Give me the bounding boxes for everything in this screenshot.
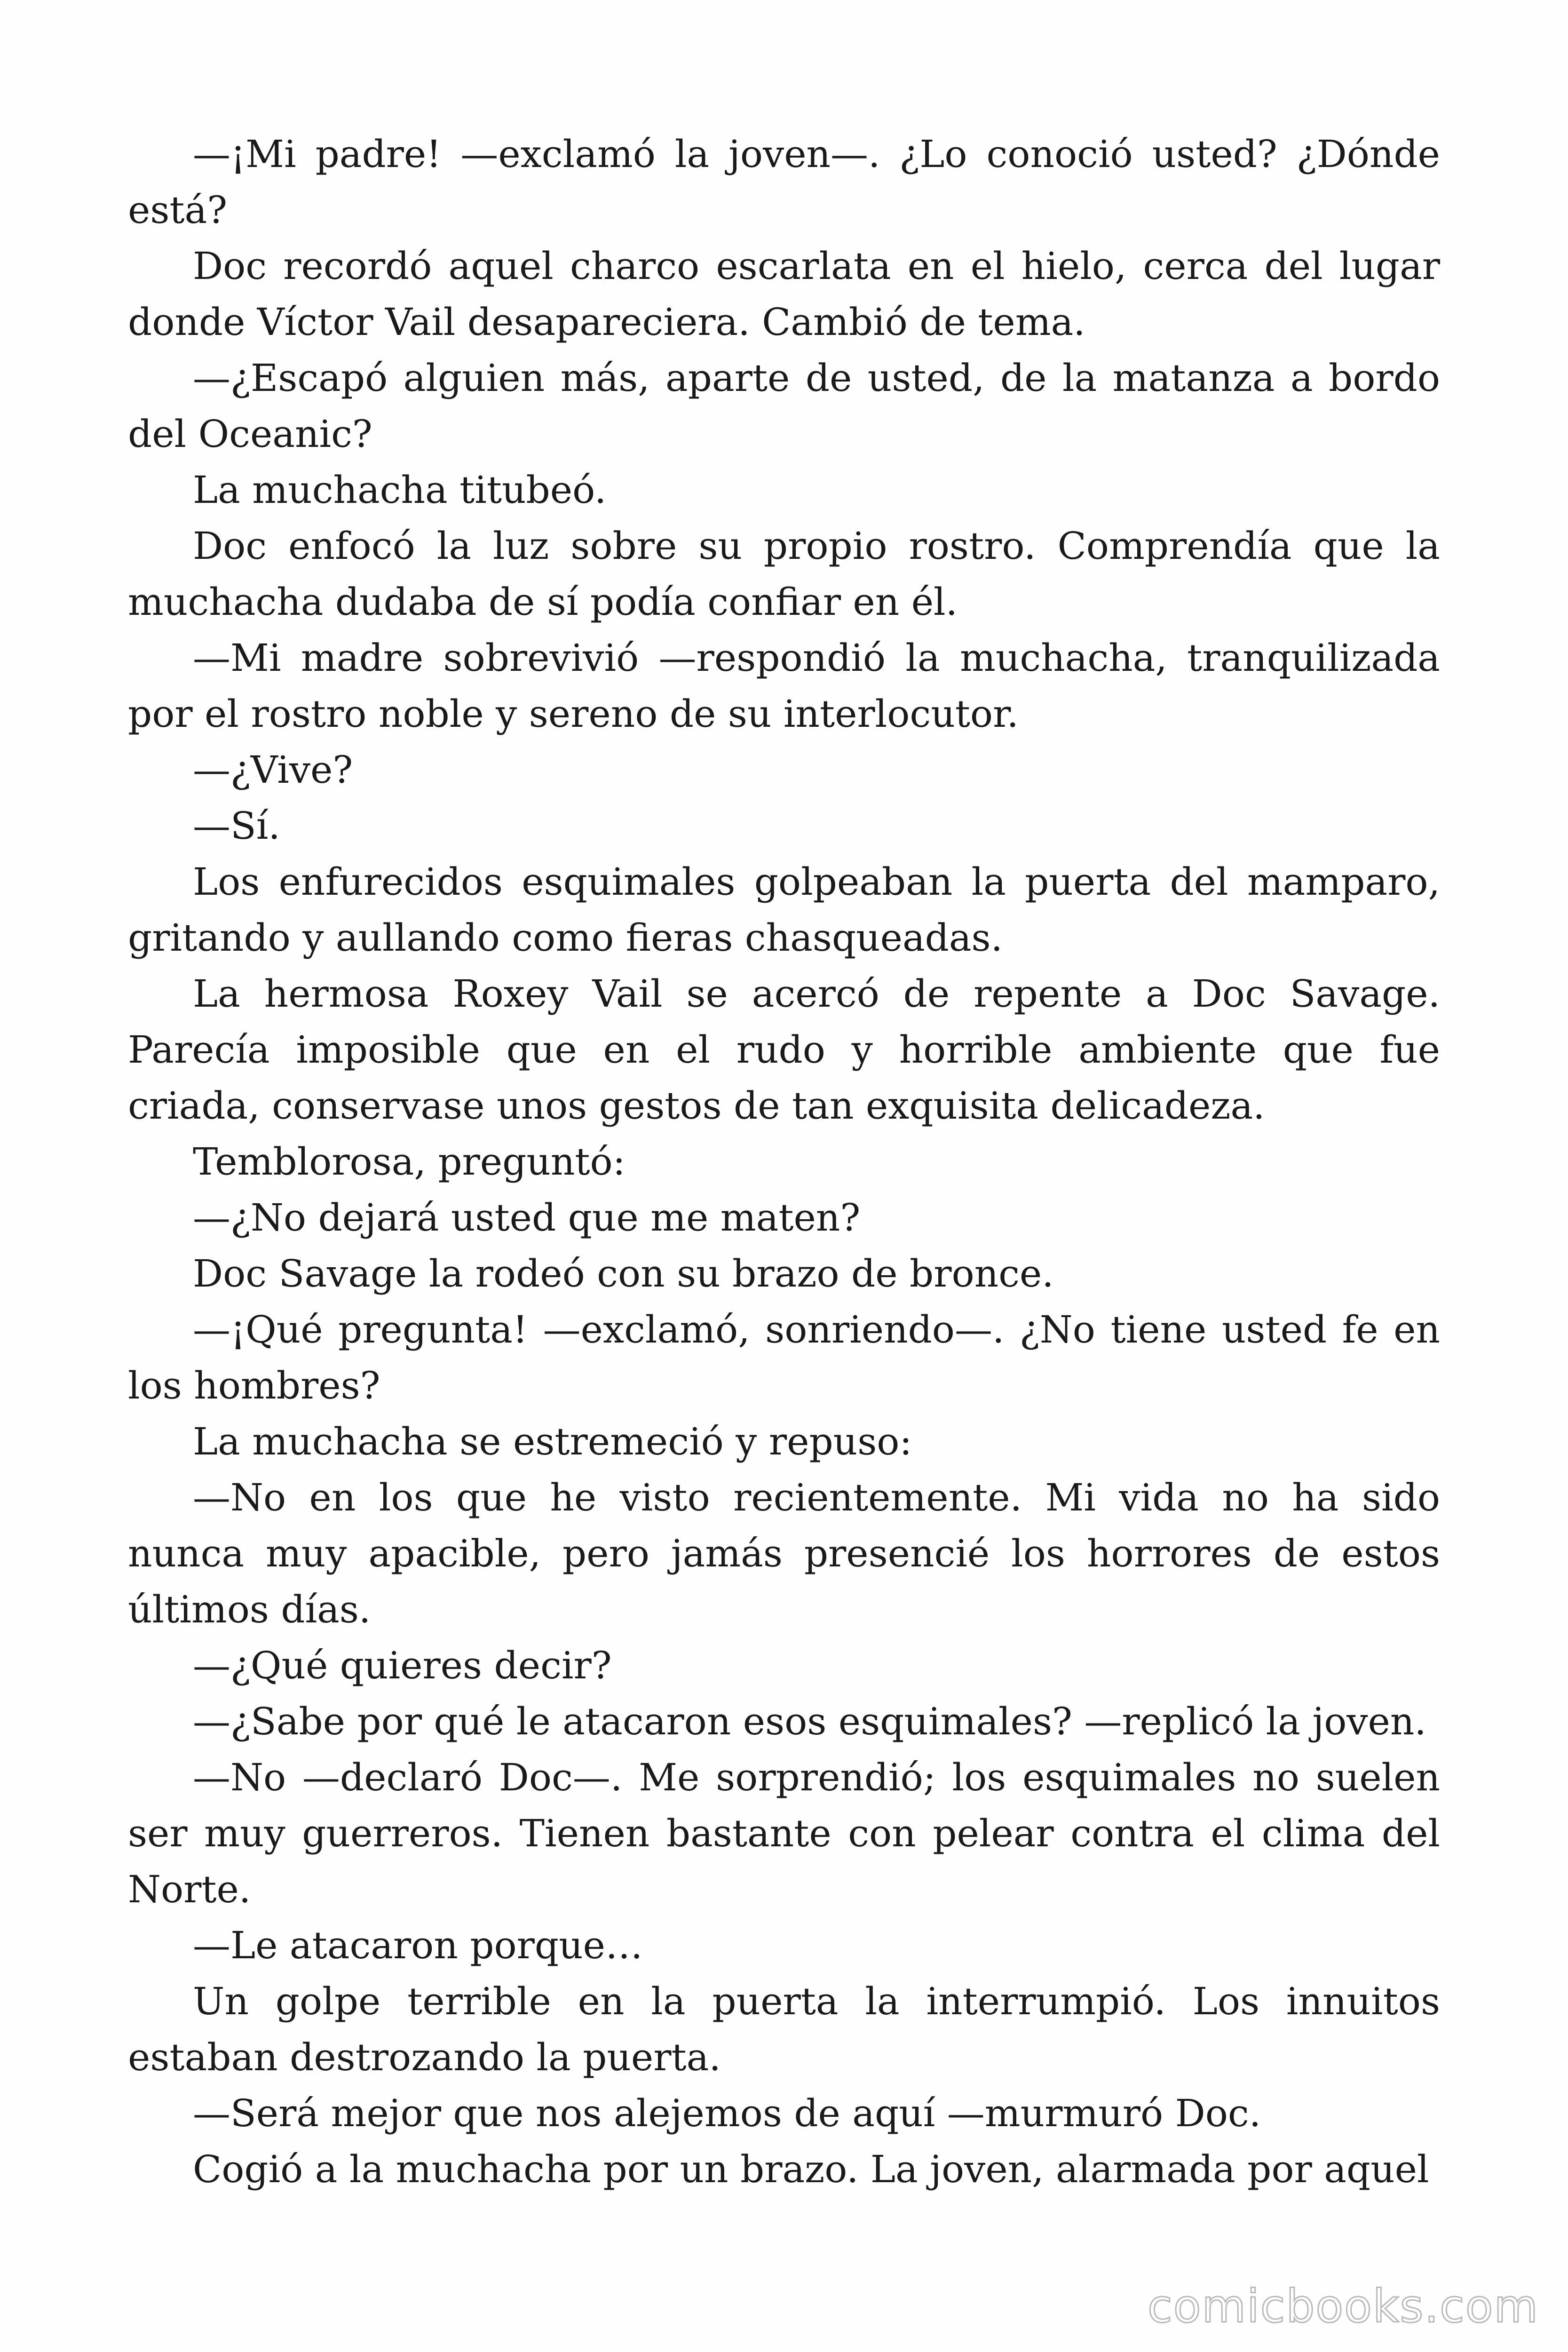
paragraph: —Sí. xyxy=(193,804,280,848)
paragraph: —¿Vive? xyxy=(193,748,353,792)
paragraph: Un golpe terrible en la puerta la interrumpió. Los innuitos estaban destrozando la puerta. xyxy=(128,1979,1440,2079)
paragraph: La muchacha titubeó. xyxy=(193,468,607,512)
watermark: comicbooks.com xyxy=(1147,2280,1539,2333)
paragraph: Doc Savage la rodeó con su brazo de bronce. xyxy=(193,1252,1054,1295)
paragraph: —Mi madre sobrevivió —respondió la muchacha, tranquilizada por el rostro noble y sereno de su interlocutor. xyxy=(128,636,1440,736)
paragraph: —¿Sabe por qué le atacaron esos esquimales? —replicó la joven. xyxy=(193,1700,1426,1743)
paragraph: —No —declaró Doc—. Me sorprendió; los esquimales no suelen ser muy guerreros. Tienen bastante con pelear contra el clima del Norte. xyxy=(128,1756,1440,1911)
paragraph: Doc recordó aquel charco escarlata en el hielo, cerca del lugar donde Víctor Vail desapareciera. Cambió de tema. xyxy=(128,244,1440,344)
paragraph: —¿Escapó alguien más, aparte de usted, de la matanza a bordo del Oceanic? xyxy=(128,356,1440,456)
paragraph: Temblorosa, preguntó: xyxy=(193,1140,626,1184)
paragraph: La muchacha se estremeció y repuso: xyxy=(193,1420,912,1463)
paragraph: —¿No dejará usted que me maten? xyxy=(193,1196,861,1240)
paragraph: —No en los que he visto recientemente. Mi vida no ha sido nunca muy apacible, pero jamás presencié los horrores de estos últimos días. xyxy=(128,1476,1440,1631)
paragraph: —¿Qué quieres decir? xyxy=(193,1644,612,1687)
paragraph: Doc enfocó la luz sobre su propio rostro. Comprendía que la muchacha dudaba de sí podía confiar en él. xyxy=(128,524,1440,624)
paragraph: —Le atacaron porque… xyxy=(193,1923,643,1967)
paragraph: La hermosa Roxey Vail se acercó de repente a Doc Savage. Parecía imposible que en el rudo y horrible ambiente que fue criada, conservase unos gestos de tan exquisita delicadeza. xyxy=(128,972,1440,1128)
paragraph: —Será mejor que nos alejemos de aquí —murmuró Doc. xyxy=(193,2091,1261,2135)
body-text xyxy=(128,126,1440,2197)
paragraph: Los enfurecidos esquimales golpeaban la puerta del mamparo, gritando y aullando como fieras chasqueadas. xyxy=(128,860,1440,960)
paragraph: —¡Mi padre! —exclamó la joven—. ¿Lo conoció usted? ¿Dónde está? xyxy=(128,132,1440,232)
paragraph: —¡Qué pregunta! —exclamó, sonriendo—. ¿No tiene usted fe en los hombres? xyxy=(128,1308,1440,1407)
paragraph: Cogió a la muchacha por un brazo. La joven, alarmada por aquel xyxy=(193,2147,1429,2191)
